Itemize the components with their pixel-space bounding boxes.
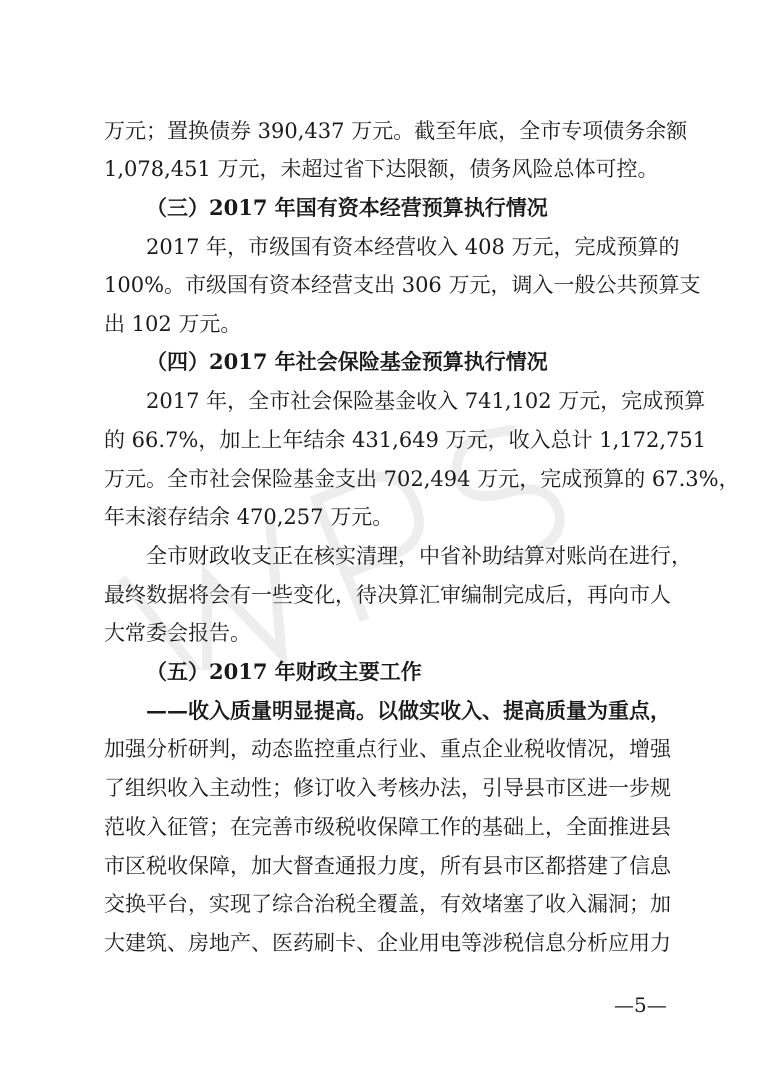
text-line: 1,078,451 万元，未超过省下达限额，债务风险总体可控。 [104, 157, 659, 181]
text-line: 2017 年，市级国有资本经营收入 408 万元，完成预算的 [146, 235, 680, 259]
text-line: 100%。市级国有资本经营支出 306 万元，调入一般公共预算支 [104, 273, 701, 297]
text-line: 了组织收入主动性；修订收入考核办法，引导县市区进一步规 [104, 776, 671, 800]
text-line: 大常委会报告。 [104, 621, 251, 645]
text-line: 出 102 万元。 [104, 312, 242, 336]
text-line: 交换平台，实现了综合治税全覆盖，有效堵塞了收入漏洞；加 [104, 892, 671, 916]
text-line-lead: ——收入质量明显提高。以做实收入、提高质量为重点， [146, 698, 671, 723]
text-line: 大建筑、房地产、医药刷卡、企业用电等涉税信息分析应用力 [104, 931, 671, 955]
text-line: 市区税收保障，加大督查通报力度，所有县市区都搭建了信息 [104, 854, 671, 878]
text-line: 的 66.7%，加上上年结余 431,649 万元，收入总计 1,172,751 [104, 428, 707, 452]
text-line: 万元；置换债券 390,437 万元。截至年底，全市专项债务余额 [104, 119, 688, 143]
section-heading-3: （三）2017 年国有资本经营预算执行情况 [146, 195, 548, 220]
text-line: 最终数据将会有一些变化，待决算汇审编制完成后，再向市人 [104, 583, 671, 607]
page-number: —5— [614, 993, 667, 1017]
text-line: 加强分析研判，动态监控重点行业、重点企业税收情况，增强 [104, 737, 671, 761]
text-line: 全市财政收支正在核实清理，中省补助结算对账尚在进行， [146, 544, 692, 568]
text-line: 万元。全市社会保险基金支出 702,494 万元，完成预算的 67.3%， [104, 467, 740, 491]
section-heading-5: （五）2017 年财政主要工作 [146, 659, 422, 684]
text-line: 范收入征管；在完善市级税收保障工作的基础上，全面推进县 [104, 815, 671, 839]
text-line: 年末滚存结余 470,257 万元。 [104, 505, 394, 529]
section-heading-4: （四）2017 年社会保险基金预算执行情况 [146, 349, 548, 374]
text-line: 2017 年，全市社会保险基金收入 741,102 万元，完成预算 [146, 389, 706, 413]
